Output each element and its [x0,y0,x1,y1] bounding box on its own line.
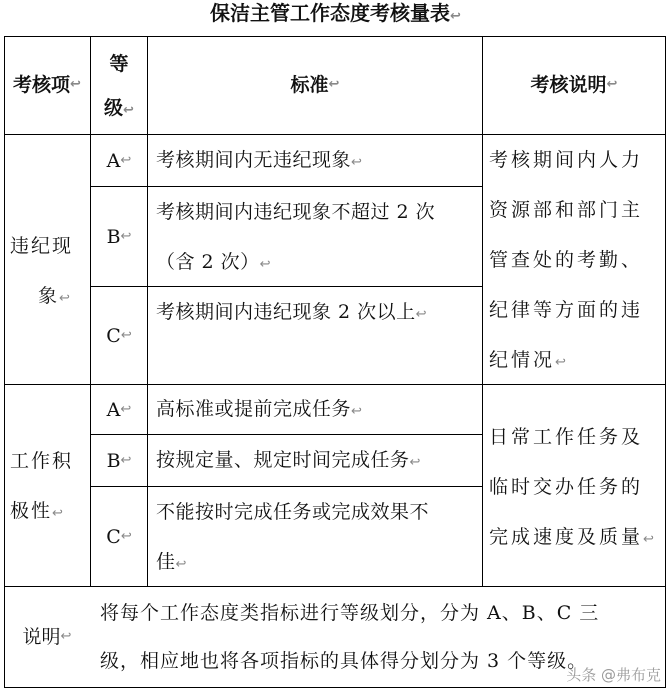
standard-text: 按规定量、规定时间完成任务↩ [156,449,421,471]
grade-label: B ↩ [106,449,132,472]
grade-label: A ↩ [106,149,132,172]
section-name-initiative: 工作积 极性↩ [10,450,74,522]
table-title: 保洁主管工作态度考核量表↩ [210,1,461,25]
standard-text: 高标准或提前完成任务↩ [156,398,363,420]
footer-label: 说明 ↩ [22,626,72,648]
section-name-discipline: 违纪现 象↩ [10,235,74,307]
grade-label: C ↩ [106,525,132,548]
header-note: 考核说明 ↩ [530,74,618,96]
standard-text: 考核期间内无违纪现象↩ [156,149,363,171]
assessment-table [4,36,666,688]
header-standard: 标准 ↩ [290,74,340,96]
grade-label: B ↩ [106,225,132,248]
watermark: 头条 @弗布克 [566,666,661,684]
header-grade: 等 级↩ [104,53,134,119]
grade-label: C ↩ [106,324,132,347]
footer-text: 将每个工作态度类指标进行等级划分，分为 A、B、C 三 级，相应地也将各项指标的具体得分划分为 3 个等级。 [100,602,600,672]
grade-label: A ↩ [106,398,132,421]
standard-text: 不能按时完成任务或完成效果不 佳↩ [156,501,430,573]
assessment-note: 日常工作任务及 临时交办任务的 完成速度及质量↩ [489,426,657,548]
assessment-note: 考核期间内人力 资源部和部门主 管查处的考勤、 纪律等方面的违 纪情况↩ [489,149,644,371]
header-item: 考核项 ↩ [13,74,81,96]
standard-text: 考核期间内违纪现象不超过 2 次 （含 2 次）↩ [156,201,436,273]
standard-text: 考核期间内违纪现象 2 次以上↩ [156,301,428,323]
